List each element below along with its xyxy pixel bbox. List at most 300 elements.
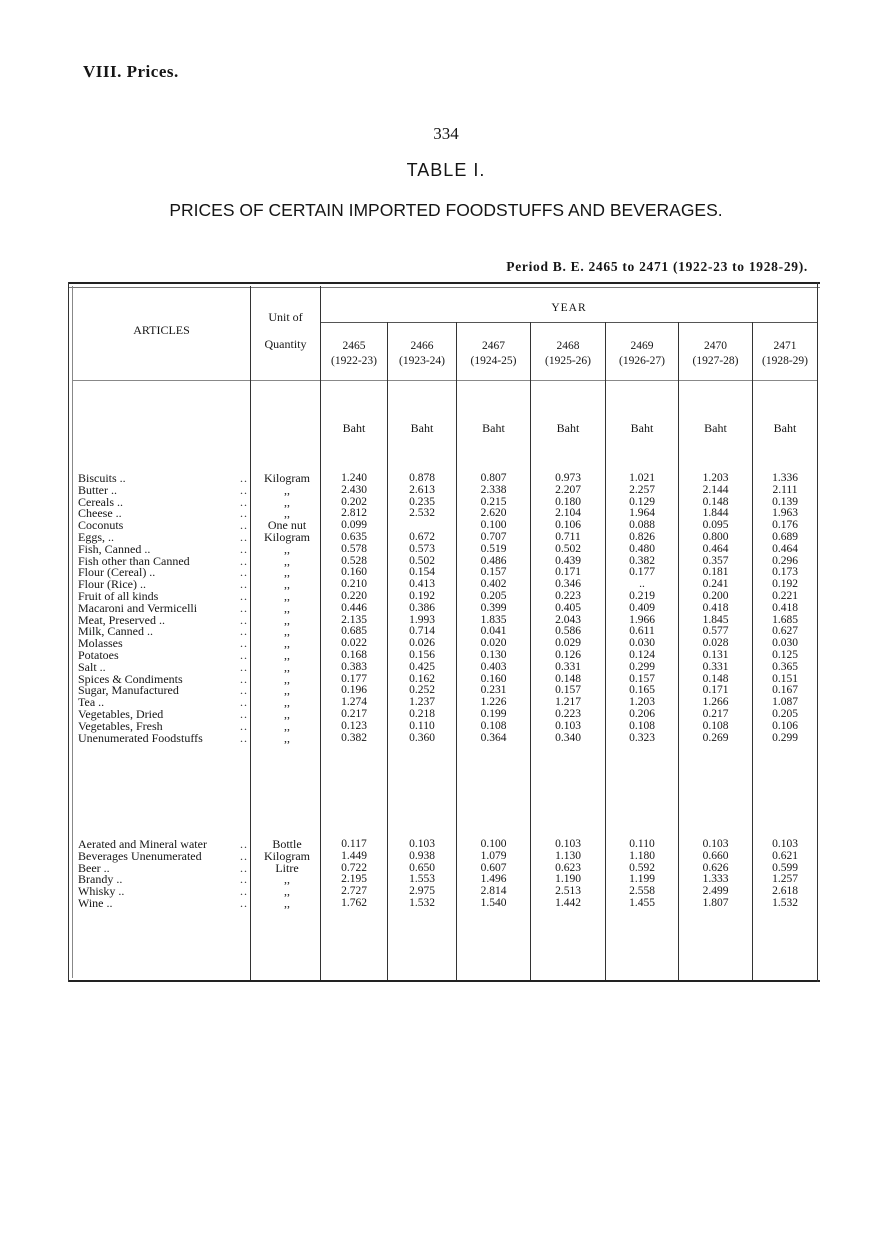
beverages-price-column bbox=[679, 839, 752, 910]
price-cell: 2.338 bbox=[480, 483, 507, 496]
price-cell: 1.240 bbox=[341, 472, 367, 484]
price-cell: 0.578 bbox=[341, 542, 367, 555]
price-cell: 0.171 bbox=[555, 566, 581, 579]
price-cell: 0.425 bbox=[409, 660, 435, 673]
article-name: Cheese .. .. bbox=[78, 506, 248, 521]
price-cell: 0.196 bbox=[341, 684, 367, 697]
price-cell: 0.252 bbox=[409, 684, 435, 697]
price-cell: 1.333 bbox=[702, 873, 729, 886]
price-cell: 2.104 bbox=[555, 507, 581, 520]
page-number: 334 bbox=[433, 124, 459, 143]
price-cell: 0.177 bbox=[629, 566, 655, 579]
price-cell: 1.835 bbox=[480, 613, 507, 626]
unit-of-quantity: ,, bbox=[284, 541, 290, 556]
price-cell: 2.513 bbox=[555, 885, 581, 898]
price-cell: 0.160 bbox=[480, 672, 507, 685]
unit-of-quantity: ,, bbox=[284, 588, 290, 603]
article-name: Beer .. .. bbox=[78, 860, 248, 875]
price-cell: 0.331 bbox=[702, 660, 729, 673]
price-cell: 0.100 bbox=[480, 838, 507, 850]
price-cell: 0.157 bbox=[629, 672, 655, 685]
unit-of-quantity: ,, bbox=[284, 659, 290, 674]
leader-dots: .. bbox=[240, 874, 248, 887]
price-cell: 0.689 bbox=[772, 530, 798, 543]
price-cell: 0.154 bbox=[409, 566, 435, 579]
price-cell: 0.650 bbox=[409, 861, 435, 874]
price-cell: 0.157 bbox=[555, 684, 581, 697]
price-cell: 0.206 bbox=[629, 707, 655, 720]
unit-of-quantity: Kilogram bbox=[264, 529, 310, 544]
price-cell: 0.722 bbox=[341, 861, 367, 874]
price-cell: 0.418 bbox=[702, 601, 729, 614]
price-cell: 0.486 bbox=[480, 554, 507, 567]
price-cell: 0.340 bbox=[555, 731, 581, 744]
leader-dots: .. bbox=[240, 614, 248, 627]
article-name: Aerated and Mineral water .. bbox=[78, 837, 248, 851]
price-cell: 0.231 bbox=[480, 684, 507, 697]
price-cell: 1.199 bbox=[629, 873, 655, 886]
price-cell: 0.577 bbox=[702, 625, 729, 638]
price-cell: 0.480 bbox=[629, 542, 655, 555]
beverages-price-column bbox=[388, 839, 456, 910]
price-cell: 0.151 bbox=[772, 672, 798, 685]
currency-label: Baht bbox=[556, 421, 580, 435]
price-cell: 0.215 bbox=[480, 495, 507, 508]
price-cell: 0.528 bbox=[341, 554, 367, 567]
price-cell: 0.403 bbox=[480, 660, 507, 673]
price-cell: 0.022 bbox=[341, 637, 367, 650]
foodstuffs-price-column bbox=[388, 473, 456, 744]
unit-of-quantity: ,, bbox=[284, 683, 290, 698]
foodstuffs-price-column bbox=[606, 473, 678, 744]
price-cell: 2.043 bbox=[555, 613, 581, 626]
price-cell: 0.148 bbox=[702, 672, 729, 685]
unit-of-quantity: ,, bbox=[284, 553, 290, 568]
article-name: Unenumerated Foodstuffs .. bbox=[78, 730, 248, 745]
price-cell: .. bbox=[639, 578, 645, 591]
price-cell: 0.413 bbox=[409, 578, 435, 591]
price-cell: 0.502 bbox=[555, 542, 581, 555]
price-cell: 1.266 bbox=[702, 696, 729, 709]
price-cell: 0.168 bbox=[341, 648, 367, 661]
leader-dots: .. bbox=[240, 697, 248, 709]
leader-dots: .. bbox=[240, 839, 248, 851]
article-name: Brandy .. .. bbox=[78, 872, 248, 887]
year-ce: (1927-28) bbox=[692, 355, 739, 367]
leader-dots: .. bbox=[240, 661, 248, 674]
price-cell: 0.405 bbox=[555, 601, 581, 614]
price-cell: 1.130 bbox=[555, 849, 581, 862]
price-cell: 2.207 bbox=[555, 483, 581, 496]
unit-of-quantity: ,, bbox=[284, 624, 290, 639]
price-cell: 0.365 bbox=[772, 660, 798, 673]
price-cell: 0.711 bbox=[555, 530, 581, 543]
price-cell: 0.099 bbox=[341, 519, 367, 532]
price-cell: 1.336 bbox=[772, 472, 798, 484]
price-cell: 0.192 bbox=[772, 578, 798, 591]
price-cell: 2.499 bbox=[702, 885, 729, 898]
article-name: Biscuits .. .. bbox=[78, 471, 248, 485]
unit-of-quantity: ,, bbox=[284, 506, 290, 521]
price-cell: 0.026 bbox=[409, 637, 435, 650]
price-cell: 0.162 bbox=[409, 672, 435, 685]
price-cell: 0.346 bbox=[555, 578, 581, 591]
unit-of-quantity: ,, bbox=[284, 671, 290, 686]
price-cell: 2.814 bbox=[480, 885, 507, 898]
price-cell: 0.219 bbox=[629, 589, 655, 602]
price-cell: 0.464 bbox=[772, 542, 798, 555]
unit-of-quantity: One nut bbox=[267, 518, 307, 533]
unit-of-quantity: ,, bbox=[284, 872, 290, 887]
unit-header-line2: Quantity bbox=[264, 337, 307, 351]
foodstuffs-price-column bbox=[321, 473, 387, 744]
price-cell: 0.220 bbox=[341, 589, 367, 602]
price-cell: 0.621 bbox=[772, 849, 798, 862]
unit-of-quantity: Litre bbox=[275, 860, 299, 875]
article-name: Vegetables, Fresh .. bbox=[78, 718, 248, 733]
price-cell: 0.223 bbox=[555, 707, 581, 720]
article-name: Spices & Condiments .. bbox=[78, 671, 248, 686]
price-cell: 1.966 bbox=[629, 613, 655, 626]
price-cell: 0.160 bbox=[341, 566, 367, 579]
price-cell: 0.126 bbox=[555, 648, 581, 661]
price-cell: 0.125 bbox=[772, 648, 798, 661]
table-top-rule-inner bbox=[68, 287, 820, 288]
unit-of-quantity: ,, bbox=[284, 647, 290, 662]
price-cell: 0.205 bbox=[772, 707, 798, 720]
unit-of-quantity: ,, bbox=[284, 695, 290, 710]
year-column-header bbox=[753, 339, 817, 369]
period-caption: Period B. E. 2465 to 2471 (1922-23 to 1928-29). bbox=[506, 259, 808, 274]
price-cell: 0.660 bbox=[702, 849, 729, 862]
leader-dots: .. bbox=[240, 649, 248, 662]
price-cell: 0.331 bbox=[555, 660, 581, 673]
price-cell: 0.106 bbox=[555, 519, 581, 532]
table-bottom-rule bbox=[68, 980, 820, 982]
year-be: 2471 bbox=[773, 340, 797, 352]
price-cell: 0.108 bbox=[702, 719, 729, 732]
price-cell: 1.845 bbox=[702, 613, 729, 626]
leader-dots: .. bbox=[240, 732, 248, 745]
price-cell: 0.464 bbox=[702, 542, 729, 555]
year-ce: (1923-24) bbox=[399, 355, 445, 367]
leader-dots: .. bbox=[240, 496, 248, 509]
price-cell: 0.386 bbox=[409, 601, 435, 614]
beverages-price-column bbox=[753, 839, 817, 910]
price-cell: 1.190 bbox=[555, 873, 581, 886]
price-cell: 0.030 bbox=[772, 637, 798, 650]
price-cell: 1.203 bbox=[702, 472, 729, 484]
beverages-price-column bbox=[606, 839, 678, 910]
table-left-border-inner bbox=[72, 286, 73, 978]
price-cell: 1.180 bbox=[629, 849, 655, 862]
price-cell: 0.607 bbox=[480, 861, 507, 874]
price-cell: 2.620 bbox=[480, 507, 507, 520]
year-be: 2465 bbox=[342, 340, 366, 352]
price-cell: 0.299 bbox=[629, 660, 655, 673]
price-cell: 1.540 bbox=[480, 896, 507, 909]
price-cell: 0.223 bbox=[555, 589, 581, 602]
price-cell: 0.110 bbox=[409, 719, 435, 732]
article-name: Potatoes .. bbox=[78, 647, 248, 662]
leader-dots: .. bbox=[240, 590, 248, 603]
price-cell: 2.111 bbox=[772, 483, 798, 496]
price-cell: 0.402 bbox=[480, 578, 507, 591]
price-cell: 0.599 bbox=[772, 861, 798, 874]
header-bottom-rule bbox=[72, 380, 818, 381]
year-column-header bbox=[606, 339, 678, 369]
leader-dots: .. bbox=[240, 520, 248, 532]
leader-dots: .. bbox=[240, 626, 248, 639]
price-cell: 0.409 bbox=[629, 601, 655, 614]
price-cell: 0.707 bbox=[480, 530, 507, 543]
article-name: Salt .. .. bbox=[78, 659, 248, 674]
col-divider-articles bbox=[250, 286, 251, 980]
price-cell: 0.124 bbox=[629, 648, 655, 661]
price-cell: 2.975 bbox=[409, 885, 435, 898]
unit-of-quantity: ,, bbox=[284, 494, 290, 509]
price-cell: 0.382 bbox=[341, 731, 367, 744]
article-name: Vegetables, Dried .. bbox=[78, 706, 248, 721]
unit-of-quantity: ,, bbox=[284, 600, 290, 615]
price-cell: 1.237 bbox=[409, 696, 435, 709]
price-cell: 0.171 bbox=[702, 684, 729, 697]
price-cell: 1.532 bbox=[772, 896, 798, 909]
price-cell: 2.812 bbox=[341, 507, 367, 520]
price-cell: 0.611 bbox=[629, 625, 655, 638]
price-cell: 1.217 bbox=[555, 696, 581, 709]
foodstuffs-price-column bbox=[679, 473, 752, 744]
price-cell: 0.020 bbox=[480, 637, 507, 650]
price-cell: 0.241 bbox=[702, 578, 729, 591]
price-cell: 0.299 bbox=[772, 731, 798, 744]
table-top-rule bbox=[68, 282, 820, 284]
price-cell: 0.938 bbox=[409, 849, 435, 862]
leader-dots: .. bbox=[240, 862, 248, 875]
year-header-rule bbox=[320, 322, 818, 323]
unit-of-quantity: ,, bbox=[284, 895, 290, 910]
leader-dots: .. bbox=[240, 602, 248, 615]
article-name: Fruit of all kinds .. bbox=[78, 588, 248, 603]
price-cell: 1.553 bbox=[409, 873, 435, 886]
price-cell: 1.844 bbox=[702, 507, 729, 520]
foodstuffs-article-column bbox=[78, 473, 248, 744]
currency-label: Baht bbox=[410, 421, 434, 435]
currency-label: Baht bbox=[482, 421, 505, 435]
article-name: Whisky .. .. bbox=[78, 884, 248, 899]
beverages-unit-column bbox=[252, 839, 322, 910]
price-cell: 0.807 bbox=[480, 472, 507, 484]
table-left-border bbox=[68, 282, 69, 982]
price-cell: 0.269 bbox=[702, 731, 729, 744]
price-cell: 1.762 bbox=[341, 896, 367, 909]
year-ce: (1925-26) bbox=[545, 355, 591, 367]
unit-of-quantity: ,, bbox=[284, 706, 290, 721]
price-cell: 0.205 bbox=[480, 589, 507, 602]
leader-dots: .. bbox=[240, 708, 248, 721]
year-ce: (1926-27) bbox=[619, 355, 665, 367]
price-cell: 0.714 bbox=[409, 625, 435, 638]
price-cell: 0.192 bbox=[409, 589, 435, 602]
price-cell: 2.257 bbox=[629, 483, 655, 496]
article-name: Fish other than Canned .. bbox=[78, 553, 248, 568]
article-name: Eggs, .. .. bbox=[78, 529, 248, 544]
unit-header-line1: Unit of bbox=[268, 310, 303, 324]
price-cell: 0.296 bbox=[772, 554, 798, 567]
price-cell: 0.148 bbox=[702, 495, 729, 508]
price-cell: 0.156 bbox=[409, 648, 435, 661]
foodstuffs-price-column bbox=[457, 473, 530, 744]
price-cell: 1.496 bbox=[480, 873, 507, 886]
currency-label: Baht bbox=[630, 421, 654, 435]
price-cell: 0.439 bbox=[555, 554, 581, 567]
foodstuffs-price-column bbox=[531, 473, 605, 744]
unit-of-quantity: ,, bbox=[284, 482, 290, 497]
price-cell: 0.519 bbox=[480, 542, 507, 555]
price-cell: 1.257 bbox=[772, 873, 798, 886]
year-column-header bbox=[321, 339, 387, 369]
price-cell: 1.455 bbox=[629, 896, 655, 909]
price-cell: 2.532 bbox=[409, 507, 435, 520]
price-cell: 0.088 bbox=[629, 519, 655, 532]
unit-of-quantity: ,, bbox=[284, 718, 290, 733]
year-be: 2466 bbox=[410, 340, 434, 352]
price-cell: 0.106 bbox=[772, 719, 798, 732]
unit-of-quantity: ,, bbox=[284, 565, 290, 580]
table-title: PRICES OF CERTAIN IMPORTED FOODSTUFFS AND BEVERAGES. bbox=[169, 200, 723, 220]
price-cell: 2.430 bbox=[341, 483, 367, 496]
price-cell: 0.502 bbox=[409, 554, 435, 567]
article-name: Milk, Canned .. .. bbox=[78, 624, 248, 639]
price-cell: 0.177 bbox=[341, 672, 367, 685]
beverages-price-column bbox=[457, 839, 530, 910]
foodstuffs-price-column bbox=[753, 473, 817, 744]
unit-of-quantity: ,, bbox=[284, 577, 290, 592]
price-cell: 0.323 bbox=[629, 731, 655, 744]
price-cell: 0.123 bbox=[341, 719, 367, 732]
leader-dots: .. bbox=[240, 508, 248, 521]
year-ce: (1924-25) bbox=[470, 355, 517, 367]
price-cell: 2.727 bbox=[341, 885, 367, 898]
price-cell: 0.165 bbox=[629, 684, 655, 697]
price-cell: 0.235 bbox=[409, 495, 435, 508]
article-name: Meat, Preserved .. .. bbox=[78, 612, 248, 627]
year-be: 2469 bbox=[630, 340, 654, 352]
currency-label: Baht bbox=[773, 421, 797, 435]
beverages-price-column bbox=[531, 839, 605, 910]
year-ce: (1928-29) bbox=[762, 355, 808, 367]
foodstuffs-unit-column bbox=[252, 473, 322, 744]
price-cell: 0.095 bbox=[702, 519, 729, 532]
price-cell: 0.108 bbox=[480, 719, 507, 732]
price-cell: 0.030 bbox=[629, 637, 655, 650]
beverages-article-column bbox=[78, 839, 248, 910]
unit-of-quantity: ,, bbox=[284, 730, 290, 745]
unit-of-quantity: Kilogram bbox=[264, 848, 310, 863]
price-cell: 1.685 bbox=[772, 613, 798, 626]
articles-header: ARTICLES bbox=[133, 323, 190, 337]
price-cell: 0.117 bbox=[341, 838, 367, 850]
beverages-price-column bbox=[321, 839, 387, 910]
price-cell: 2.613 bbox=[409, 483, 435, 496]
price-cell: 0.383 bbox=[341, 660, 367, 673]
price-cell: 1.963 bbox=[772, 507, 798, 520]
leader-dots: .. bbox=[240, 720, 248, 733]
price-cell: 0.623 bbox=[555, 861, 581, 874]
leader-dots: .. bbox=[240, 484, 248, 497]
price-cell: 0.139 bbox=[772, 495, 798, 508]
price-cell: 0.800 bbox=[702, 530, 729, 543]
price-cell: 0.100 bbox=[480, 519, 507, 532]
price-cell: 0.103 bbox=[409, 838, 435, 850]
leader-dots: .. bbox=[240, 850, 248, 863]
year-column-header bbox=[679, 339, 752, 369]
price-cell: 0.418 bbox=[772, 601, 798, 614]
price-cell: 0.218 bbox=[409, 707, 435, 720]
unit-of-quantity: ,, bbox=[284, 884, 290, 899]
price-cell: 2.618 bbox=[772, 885, 798, 898]
leader-dots: .. bbox=[240, 685, 248, 698]
price-cell: 0.103 bbox=[555, 838, 581, 850]
leader-dots: .. bbox=[240, 555, 248, 568]
price-cell: 0.103 bbox=[555, 719, 581, 732]
article-name: Sugar, Manufactured .. bbox=[78, 683, 248, 698]
article-name: Flour (Rice) .. .. bbox=[78, 577, 248, 592]
unit-of-quantity: Kilogram bbox=[264, 471, 310, 485]
price-cell: 1.449 bbox=[341, 849, 367, 862]
price-cell: 0.108 bbox=[629, 719, 655, 732]
article-name: Beverages Unenumerated .. bbox=[78, 848, 248, 863]
price-cell: 2.195 bbox=[341, 873, 367, 886]
year-be: 2467 bbox=[482, 340, 505, 352]
price-cell: 1.274 bbox=[341, 696, 367, 709]
price-cell: 1.807 bbox=[702, 896, 729, 909]
price-cell: 0.364 bbox=[480, 731, 507, 744]
price-cell: 0.180 bbox=[555, 495, 581, 508]
price-cell: 0.627 bbox=[772, 625, 798, 638]
leader-dots: .. bbox=[240, 886, 248, 898]
price-cell: 0.103 bbox=[702, 838, 729, 850]
price-cell: 1.532 bbox=[409, 896, 435, 909]
price-cell: 0.221 bbox=[772, 589, 798, 602]
price-cell: 1.087 bbox=[772, 696, 798, 709]
leader-dots: .. bbox=[240, 579, 248, 591]
price-cell: 0.573 bbox=[409, 542, 435, 555]
article-name: Coconuts .. bbox=[78, 518, 248, 533]
price-cell: 0.181 bbox=[702, 566, 729, 579]
year-ce: (1922-23) bbox=[331, 355, 377, 367]
price-cell: 0.173 bbox=[772, 566, 798, 579]
price-cell: 2.135 bbox=[341, 613, 367, 626]
price-cell: 0.357 bbox=[702, 554, 729, 567]
currency-label: Baht bbox=[704, 421, 727, 435]
section-title: VIII. Prices. bbox=[83, 62, 179, 81]
leader-dots: .. bbox=[240, 543, 248, 556]
unit-of-quantity: ,, bbox=[284, 636, 290, 651]
unit-of-quantity: Bottle bbox=[272, 837, 302, 851]
price-cell: 0.672 bbox=[409, 530, 435, 543]
price-cell: 0.199 bbox=[480, 707, 507, 720]
price-cell: 0.586 bbox=[555, 625, 581, 638]
price-cell: 0.635 bbox=[341, 530, 367, 543]
price-cell: 0.878 bbox=[409, 472, 435, 484]
leader-dots: .. bbox=[240, 638, 248, 650]
price-cell: 0.200 bbox=[702, 589, 729, 602]
price-cell: 2.558 bbox=[629, 885, 655, 898]
price-cell: 0.110 bbox=[629, 838, 655, 850]
price-cell: 0.382 bbox=[629, 554, 655, 567]
price-cell: 1.021 bbox=[629, 472, 655, 484]
